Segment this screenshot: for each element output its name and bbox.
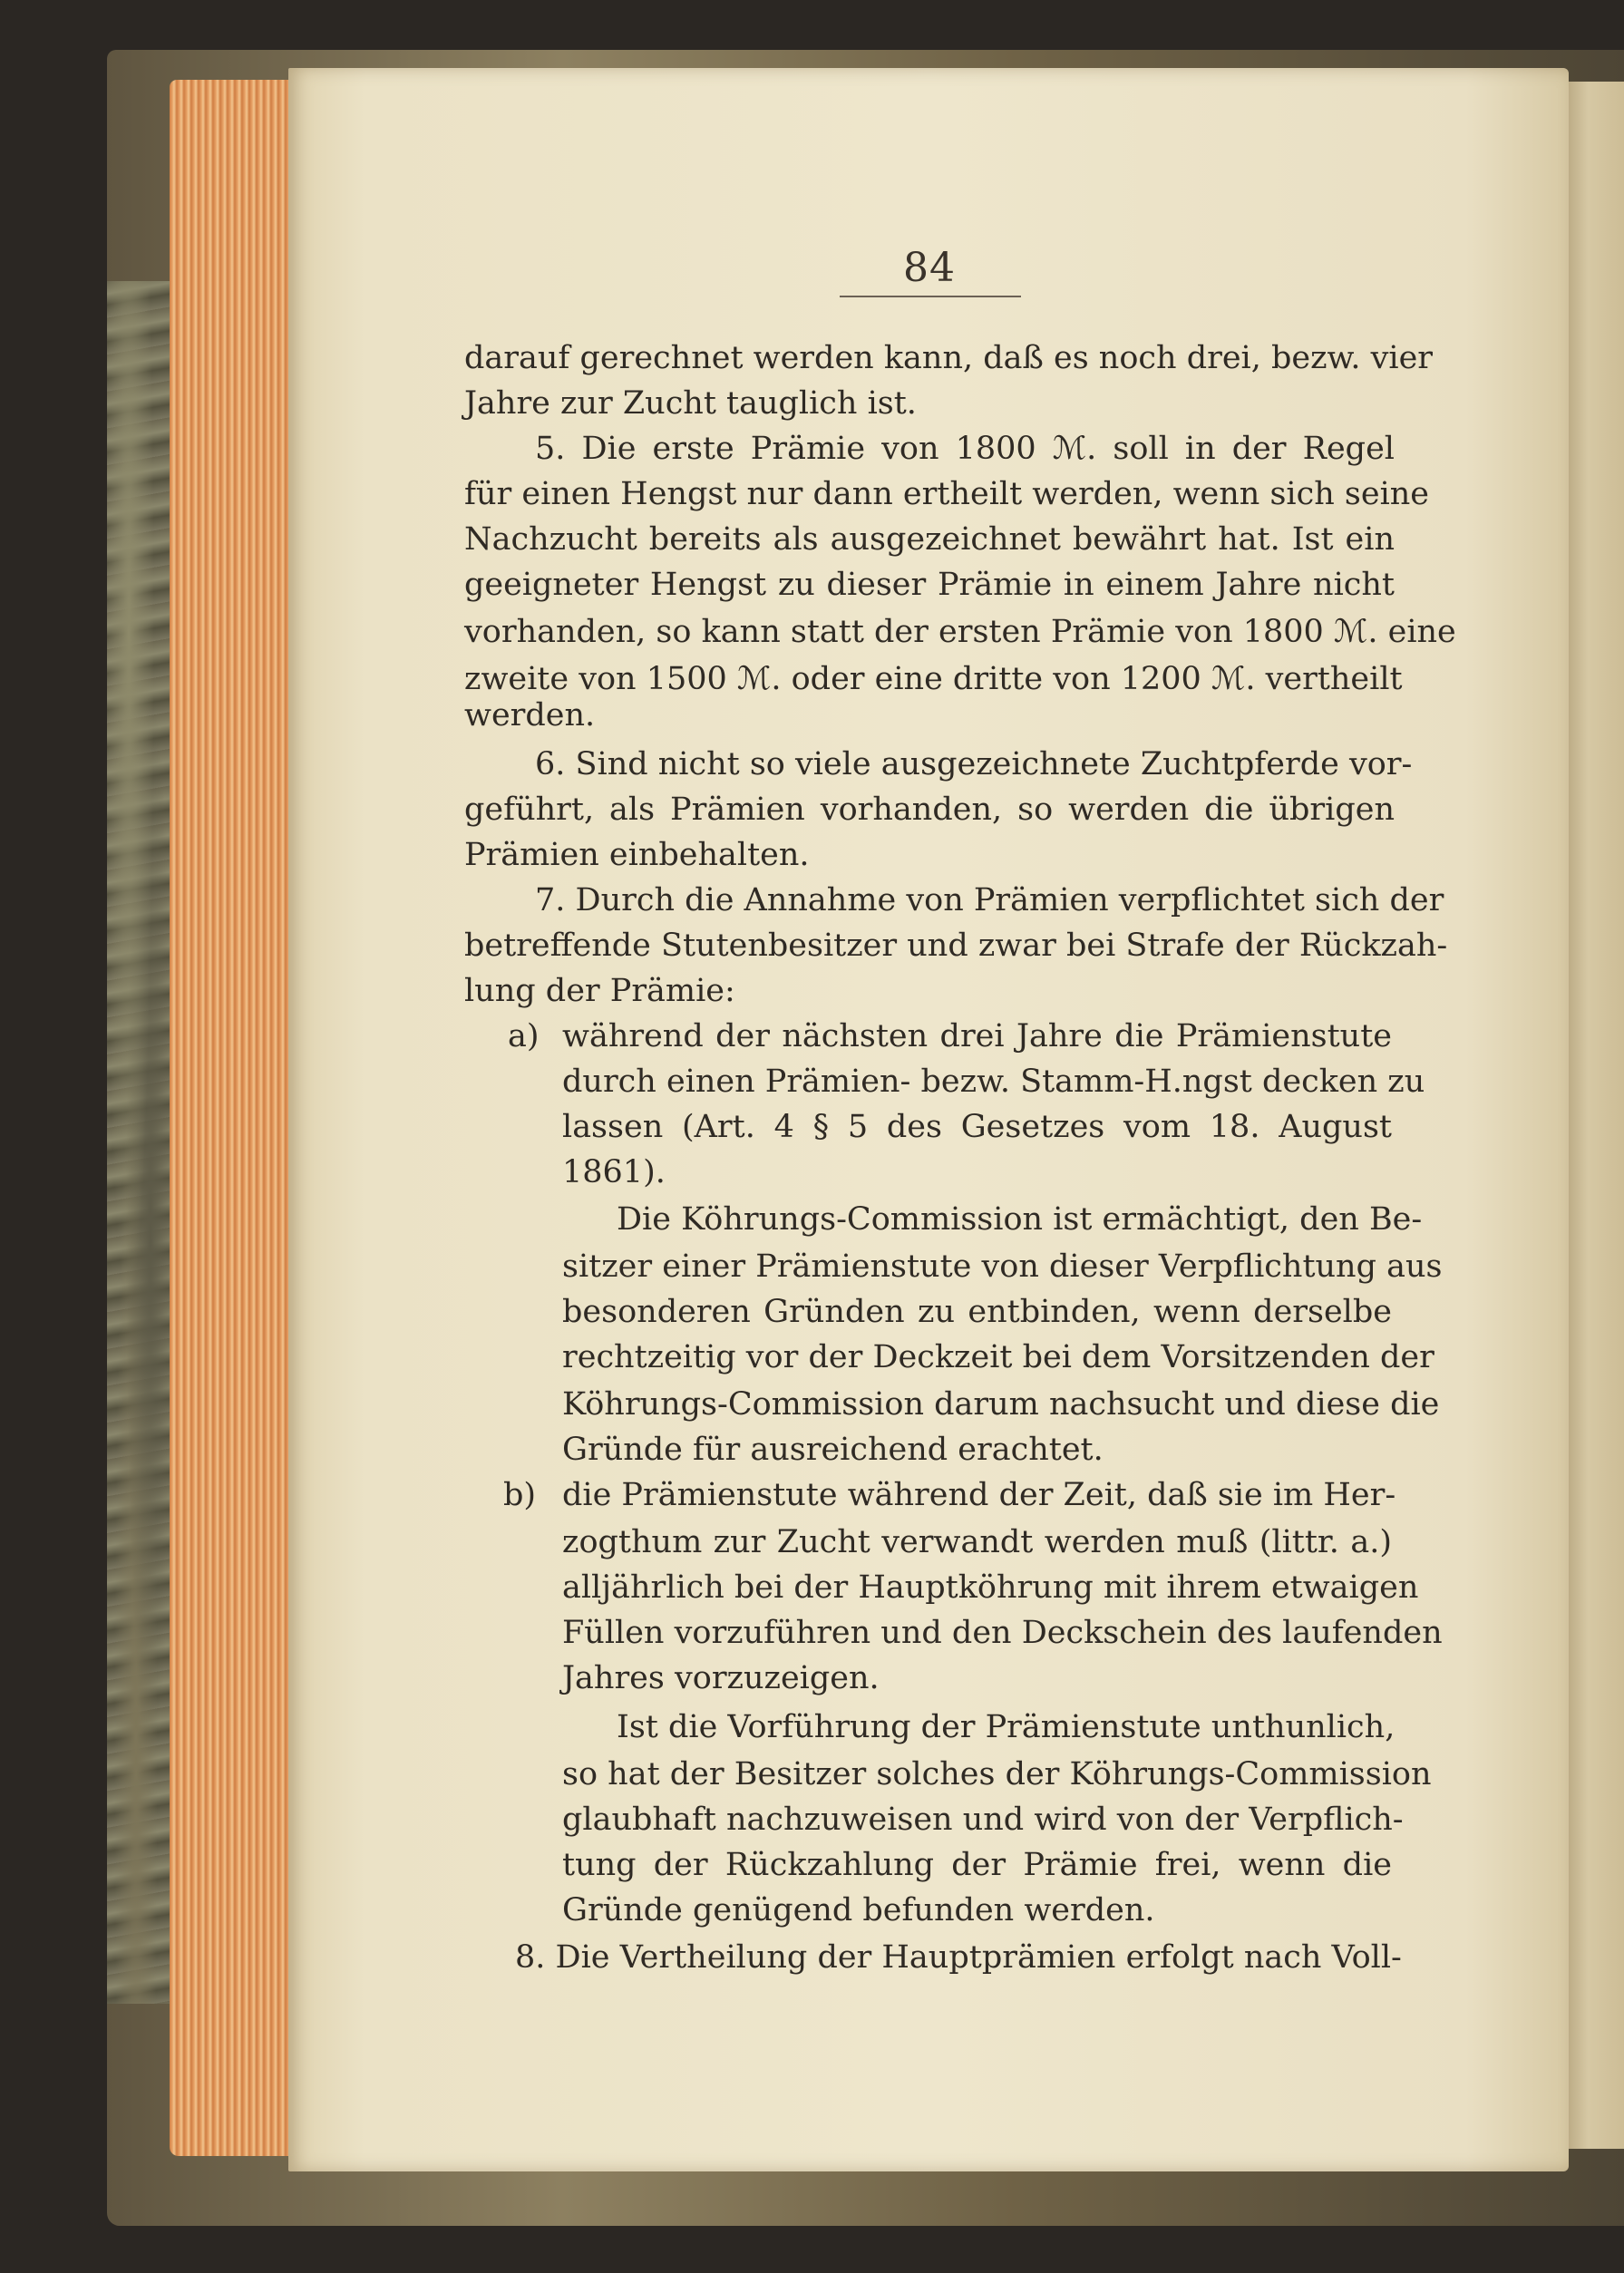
text-line: Prämien einbehalten. bbox=[464, 837, 810, 873]
text-line: geeigneter Hengst zu dieser Prämie in einem Jahre nicht bbox=[464, 567, 1395, 603]
text-line: zogthum zur Zucht verwandt werden muß (littr. a.) bbox=[562, 1524, 1392, 1560]
text-line: 7. Durch die Annahme von Prämien verpflichtet sich der bbox=[535, 882, 1444, 918]
list-marker-b: b) bbox=[503, 1477, 537, 1513]
text-line: vorhanden, so kann statt der ersten Prämie von 1800 ℳ. eine bbox=[464, 614, 1456, 650]
text-line: darauf gerechnet werden kann, daß es noch drei, bezw. vier bbox=[464, 340, 1434, 376]
page-number-rule bbox=[840, 296, 1021, 297]
list-marker-a: a) bbox=[508, 1018, 540, 1054]
text-line: 1861). bbox=[562, 1154, 666, 1190]
text-line: geführt, als Prämien vorhanden, so werden die übrigen bbox=[464, 792, 1395, 828]
text-line: tung der Rückzahlung der Prämie frei, wenn die bbox=[562, 1847, 1392, 1883]
text-line: Füllen vorzuführen und den Deckschein des laufenden bbox=[562, 1615, 1443, 1651]
text-line: zweite von 1500 ℳ. oder eine dritte von 1200 ℳ. vertheilt bbox=[464, 661, 1403, 697]
text-line: Gründe genügend befunden werden. bbox=[562, 1892, 1155, 1928]
text-line: rechtzeitig vor der Deckzeit bei dem Vorsitzenden der bbox=[562, 1339, 1434, 1375]
text-line: während der nächsten drei Jahre die Prämienstute bbox=[562, 1018, 1392, 1054]
text-line: betreffende Stutenbesitzer und zwar bei Strafe der Rückzah- bbox=[464, 928, 1448, 964]
text-line: 6. Sind nicht so viele ausgezeichnete Zuchtpferde vor- bbox=[535, 746, 1413, 782]
text-line: lassen (Art. 4 § 5 des Gesetzes vom 18. August bbox=[562, 1109, 1392, 1145]
text-line: sitzer einer Prämienstute von dieser Verpflichtung aus bbox=[562, 1248, 1443, 1285]
page-edges bbox=[170, 80, 297, 2156]
text-line: lung der Prämie: bbox=[464, 973, 735, 1009]
text-line: für einen Hengst nur dann ertheilt werden, wenn sich seine bbox=[464, 476, 1430, 512]
text-line: werden. bbox=[464, 697, 596, 733]
text-line: 8. Die Vertheilung der Hauptprämien erfolgt nach Voll- bbox=[515, 1939, 1402, 1976]
text-line: so hat der Besitzer solches der Köhrungs-Commission bbox=[562, 1756, 1432, 1792]
text-line: Jahres vorzuzeigen. bbox=[562, 1660, 880, 1696]
text-line: Gründe für ausreichend erachtet. bbox=[562, 1432, 1104, 1468]
text-line: besonderen Gründen zu entbinden, wenn derselbe bbox=[562, 1294, 1392, 1330]
text-line: alljährlich bei der Hauptköhrung mit ihrem etwaigen bbox=[562, 1569, 1419, 1606]
text-line: glaubhaft nachzuweisen und wird von der Verpflich- bbox=[562, 1802, 1404, 1838]
text-line: die Prämienstute während der Zeit, daß sie im Her- bbox=[562, 1477, 1396, 1513]
marbled-cover-edge bbox=[107, 281, 180, 2004]
text-line: 5. Die erste Prämie von 1800 ℳ. soll in der Regel bbox=[535, 431, 1395, 467]
text-line: Jahre zur Zucht tauglich ist. bbox=[464, 385, 917, 422]
text-line: Ist die Vorführung der Prämienstute unthunlich, bbox=[617, 1709, 1395, 1745]
text-line: Die Köhrungs-Commission ist ermächtigt, den Be- bbox=[617, 1201, 1423, 1238]
text-line: Köhrungs-Commission darum nachsucht und diese die bbox=[562, 1386, 1440, 1423]
text-line: Nachzucht bereits als ausgezeichnet bewährt hat. Ist ein bbox=[464, 521, 1395, 558]
page-number: 84 bbox=[903, 245, 956, 291]
text-line: durch einen Prämien- bezw. Stamm-H.ngst decken zu bbox=[562, 1064, 1425, 1100]
facing-page-edge bbox=[1564, 82, 1624, 2149]
